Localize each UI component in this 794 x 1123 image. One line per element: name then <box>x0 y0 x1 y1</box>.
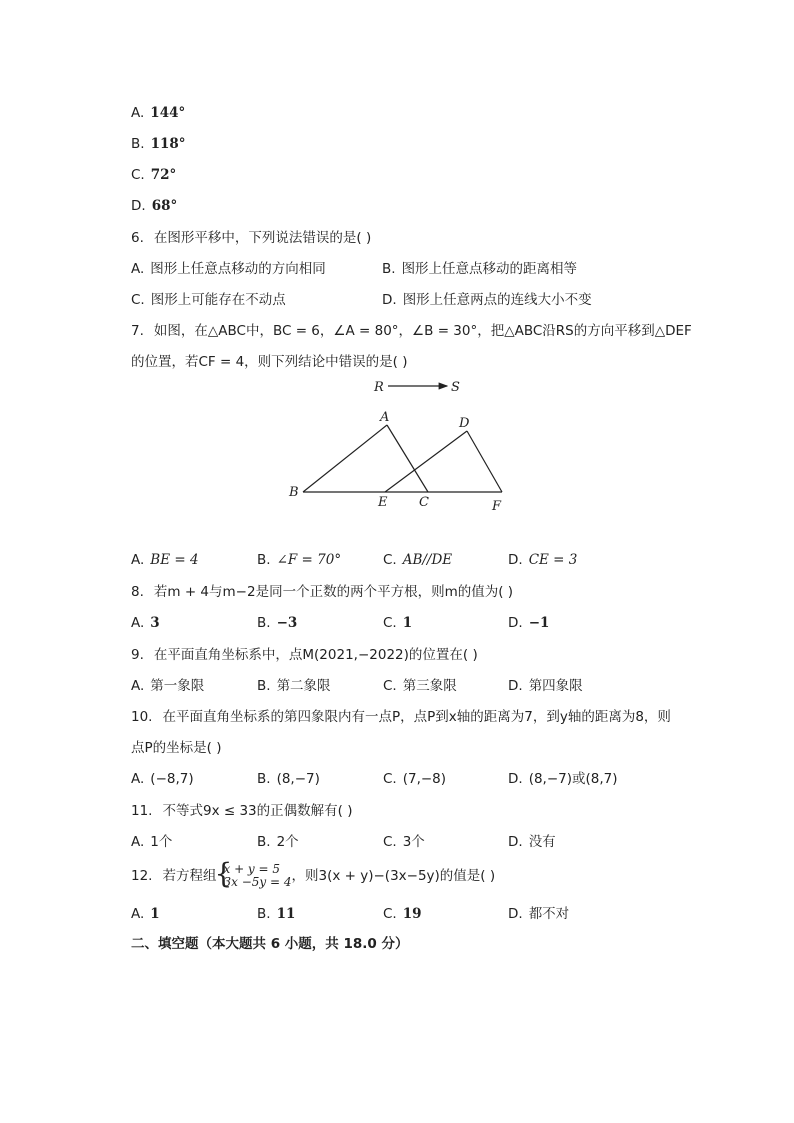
q12-stem: 12. 若方程组 { x + y = 5 3x −5y = 4 ，则3(x + y)−(3x−5y)的值是( ) <box>131 860 495 892</box>
q10-option-c: C. (7,−8) <box>383 771 447 787</box>
q8-option-c: C. 1 <box>383 615 413 631</box>
label-r: R <box>374 380 384 395</box>
q11-option-d: D. 没有 <box>508 834 556 850</box>
q8-option-d: D. −1 <box>508 615 550 631</box>
q10-stem-line2: 点P的坐标是( ) <box>131 740 222 756</box>
q6-option-a: A. 图形上任意点移动的方向相同 <box>131 261 326 277</box>
q5-option-a: A. 144° <box>131 105 186 121</box>
q6-option-b: B. 图形上任意点移动的距离相等 <box>382 261 578 277</box>
segment-df <box>467 431 502 492</box>
equation-system: { x + y = 5 3x −5y = 4 <box>216 863 291 889</box>
q11-stem: 11. 不等式9x ≤ 33的正偶数解有( ) <box>131 803 353 819</box>
q9-option-d: D. 第四象限 <box>508 678 583 694</box>
q9-option-c: C. 第三象限 <box>383 678 457 694</box>
q12-option-c: C. 19 <box>383 906 422 922</box>
q6-stem: 6. 在图形平移中，下列说法错误的是( ) <box>131 230 372 246</box>
label-c: C <box>419 495 429 510</box>
q11-option-b: B. 2个 <box>257 834 299 850</box>
label-a: A <box>380 410 390 425</box>
q10-option-b: B. (8,−7) <box>257 771 320 787</box>
label-d: D <box>459 416 470 431</box>
q10-option-a: A. (−8,7) <box>131 771 194 787</box>
segment-de <box>385 431 467 492</box>
q7-stem-line1: 7. 如图，在△ABC中，BC = 6，∠A = 80°，∠B = 30°，把△ABC沿RS的方向平移到△DEF <box>131 323 692 339</box>
section-heading: 二、填空题（本大题共 6 小题，共 18.0 分） <box>131 936 409 952</box>
q8-stem: 8. 若m + 4与m−2是同一个正数的两个平方根，则m的值为( ) <box>131 584 514 600</box>
q8-option-a: A. 3 <box>131 615 160 631</box>
q7-option-a: A. BE = 4 <box>131 552 199 568</box>
q10-option-d: D. (8,−7)或(8,7) <box>508 771 618 787</box>
q9-option-b: B. 第二象限 <box>257 678 331 694</box>
label-f: F <box>492 499 502 514</box>
q7-stem-line2: 的位置，若CF = 4，则下列结论中错误的是( ) <box>131 354 408 370</box>
q6-option-c: C. 图形上可能存在不动点 <box>131 292 286 308</box>
label-s: S <box>451 380 460 395</box>
q11-option-c: C. 3个 <box>383 834 425 850</box>
q7-option-b: B. ∠F = 70° <box>257 552 342 568</box>
q9-stem: 9. 在平面直角坐标系中，点M(2021,−2022)的位置在( ) <box>131 647 478 663</box>
q12-option-d: D. 都不对 <box>508 906 570 922</box>
q7-option-c: C. AB//DE <box>383 552 453 568</box>
segment-ac <box>387 425 428 492</box>
q10-stem-line1: 10. 在平面直角坐标系的第四象限内有一点P，点P到x轴的距离为7，到y轴的距离为8，则 <box>131 709 671 725</box>
q5-option-d: D. 68° <box>131 198 178 214</box>
q9-option-a: A. 第一象限 <box>131 678 205 694</box>
segment-ab <box>303 425 387 492</box>
q6-option-d: D. 图形上任意两点的连线大小不变 <box>382 292 592 308</box>
q12-option-b: B. 11 <box>257 906 296 922</box>
q8-option-b: B. −3 <box>257 615 298 631</box>
q12-option-a: A. 1 <box>131 906 160 922</box>
q11-option-a: A. 1个 <box>131 834 173 850</box>
label-b: B <box>289 485 299 500</box>
q7-option-d: D. CE = 3 <box>508 552 578 568</box>
q5-option-c: C. 72° <box>131 167 177 183</box>
q5-option-b: B. 118° <box>131 136 186 152</box>
label-e: E <box>378 495 388 510</box>
